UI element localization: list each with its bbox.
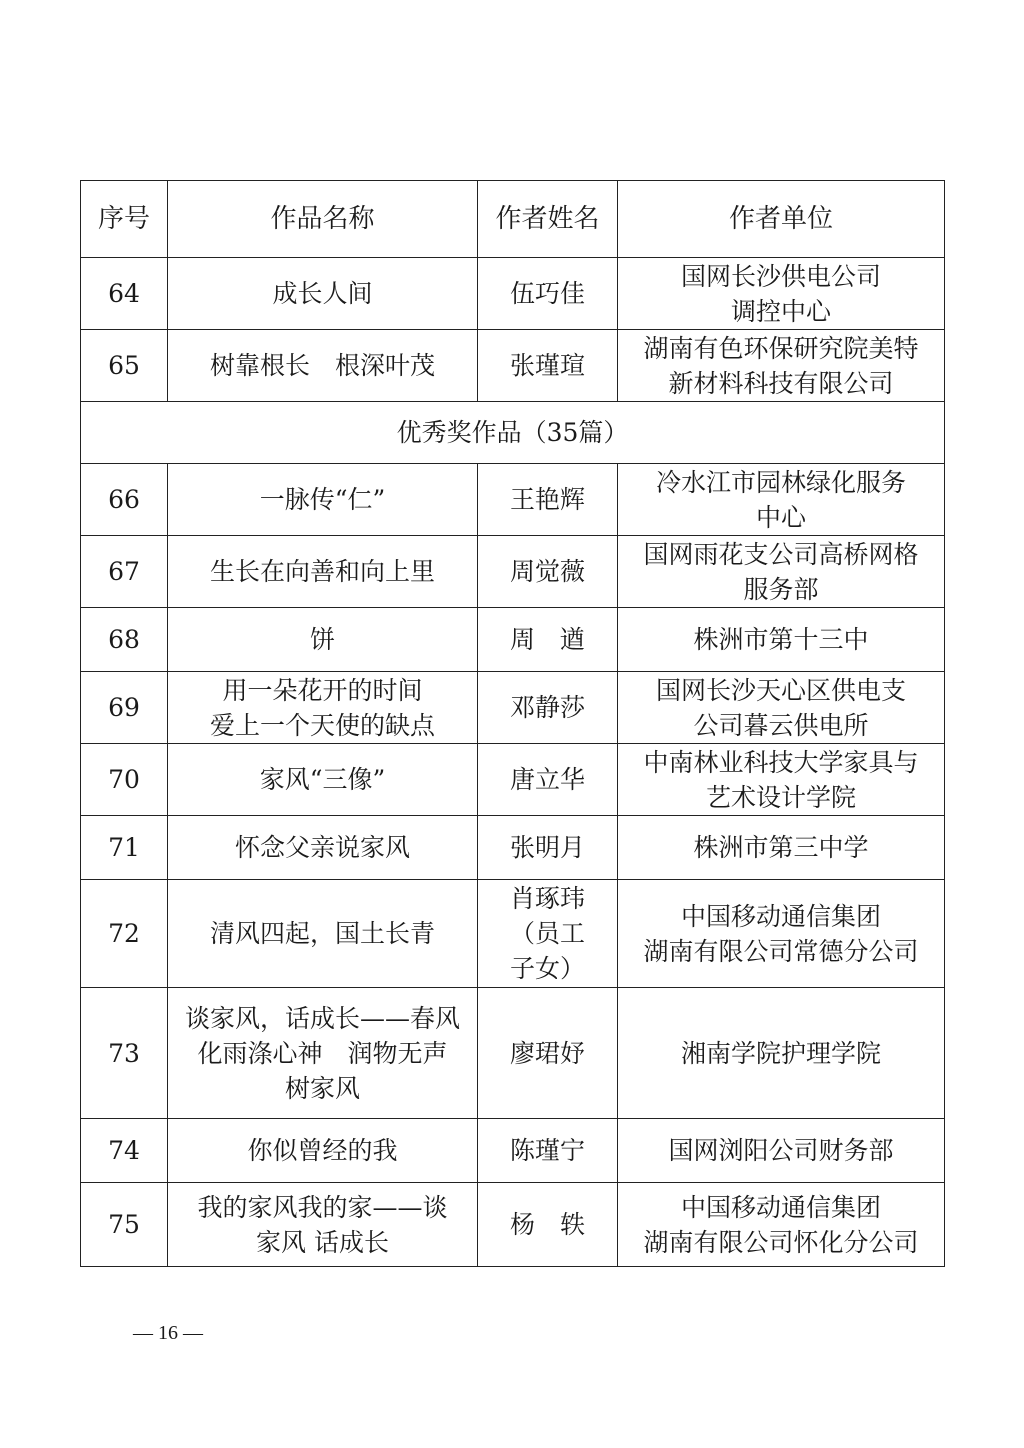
cell-line: 中心: [755, 502, 806, 532]
table-row: [81, 330, 945, 402]
cell-no: 67: [81, 536, 168, 608]
cell-line: 株洲市第十三中: [693, 625, 869, 654]
table-row: [81, 672, 945, 744]
cell-line: 陈瑾宁: [509, 1136, 585, 1165]
table-row: [81, 536, 945, 608]
cell-line: 爱上一个天使的缺点: [209, 710, 435, 740]
cell-line: 中国移动通信集团: [680, 1192, 881, 1222]
cell-title: [168, 330, 478, 402]
cell-line: 株洲市第三中学: [693, 833, 869, 862]
cell-unit: [618, 880, 945, 988]
cell-title: [168, 744, 478, 816]
cell-author: [478, 464, 618, 536]
cell-no: 74: [81, 1119, 168, 1183]
cell-line: 家风 话成长: [256, 1227, 389, 1257]
cell-line: 杨 轶: [509, 1210, 585, 1239]
cell-unit: [618, 988, 945, 1119]
cell-line: 服务部: [743, 574, 819, 604]
cell-line: 周觉薇: [509, 557, 585, 586]
cell-line: 清风四起，国土长青: [209, 919, 435, 948]
cell-line: 张瑾瑄: [509, 351, 585, 380]
cell-author: [478, 258, 618, 330]
cell-no: 65: [81, 330, 168, 402]
cell-line: 新材料科技有限公司: [668, 368, 894, 398]
cell-author: [478, 988, 618, 1119]
cell-line: 周 遒: [509, 625, 585, 654]
cell-line: 生长在向善和向上里: [209, 557, 435, 586]
cell-line: 邓静莎: [509, 693, 585, 722]
cell-author: [478, 536, 618, 608]
cell-line: 树靠根长 根深叶茂: [209, 351, 435, 380]
cell-title: [168, 1183, 478, 1267]
cell-line: 饼: [309, 625, 335, 654]
cell-no: 66: [81, 464, 168, 536]
table-row: [81, 744, 945, 816]
table-row: [81, 988, 945, 1119]
cell-no: 73: [81, 988, 168, 1119]
cell-no: 64: [81, 258, 168, 330]
cell-author: [478, 816, 618, 880]
cell-unit: [618, 464, 945, 536]
cell-no: 68: [81, 608, 168, 672]
cell-no: 71: [81, 816, 168, 880]
cell-line: 湘南学院护理学院: [680, 1038, 881, 1068]
cell-line: 中南林业科技大学家具与: [643, 747, 919, 777]
cell-title: [168, 1119, 478, 1183]
cell-line: 唐立华: [509, 765, 585, 794]
cell-unit: [618, 536, 945, 608]
cell-no: 72: [81, 880, 168, 988]
cell-author: [478, 608, 618, 672]
cell-line: 公司暮云供电所: [693, 710, 869, 740]
cell-line: 用一朵花开的时间: [222, 675, 423, 705]
cell-author: [478, 744, 618, 816]
cell-line: 子女）: [509, 954, 585, 983]
header-unit: 作者单位: [618, 181, 945, 258]
cell-title: [168, 464, 478, 536]
section-row: [81, 402, 945, 464]
cell-line: 湖南有限公司常德分公司: [643, 936, 919, 966]
cell-line: 谈家风，话成长——春风: [184, 1003, 460, 1033]
cell-line: 你似曾经的我: [247, 1136, 398, 1165]
cell-line: 家风“三像”: [259, 765, 386, 794]
cell-no: 69: [81, 672, 168, 744]
cell-author: [478, 330, 618, 402]
cell-line: 湖南有色环保研究院美特: [643, 333, 919, 363]
cell-line: 怀念父亲说家风: [234, 833, 410, 862]
cell-line: 湖南有限公司怀化分公司: [643, 1227, 919, 1257]
cell-title: [168, 672, 478, 744]
cell-line: （员工: [509, 919, 585, 948]
table-row: [81, 1119, 945, 1183]
cell-line: 艺术设计学院: [705, 782, 856, 812]
cell-author: [478, 1119, 618, 1183]
table-row: [81, 464, 945, 536]
header-no: 序号: [81, 181, 168, 258]
cell-unit: [618, 744, 945, 816]
cell-unit: [618, 1119, 945, 1183]
header-author: 作者姓名: [478, 181, 618, 258]
cell-line: 我的家风我的家——谈: [197, 1192, 448, 1222]
page-number: — 16 —: [133, 1322, 203, 1344]
section-heading: 优秀奖作品（35篇）: [81, 402, 945, 464]
cell-line: 一脉传“仁”: [259, 485, 386, 514]
cell-unit: [618, 608, 945, 672]
cell-line: 廖珺妤: [509, 1038, 585, 1068]
table-body-top: [81, 258, 945, 402]
cell-line: 国网长沙天心区供电支: [655, 675, 906, 705]
cell-line: 国网长沙供电公司: [680, 261, 881, 291]
cell-line: 化雨涤心神 润物无声: [197, 1038, 448, 1068]
cell-no: 75: [81, 1183, 168, 1267]
awards-table: [80, 180, 945, 1267]
cell-line: 调控中心: [730, 296, 831, 326]
cell-title: [168, 880, 478, 988]
cell-unit: [618, 1183, 945, 1267]
cell-author: [478, 880, 618, 988]
cell-title: [168, 988, 478, 1119]
cell-line: 树家风: [284, 1073, 360, 1103]
cell-title: [168, 536, 478, 608]
cell-line: 肖琢玮: [509, 884, 585, 913]
cell-author: [478, 1183, 618, 1267]
table-body-bottom: [81, 464, 945, 1267]
cell-author: [478, 672, 618, 744]
cell-title: [168, 258, 478, 330]
cell-line: 冷水江市园林绿化服务: [655, 467, 906, 497]
header-row: [81, 181, 945, 258]
table-row: [81, 816, 945, 880]
cell-line: 张明月: [509, 833, 585, 862]
cell-line: 中国移动通信集团: [680, 901, 881, 931]
header-title: 作品名称: [168, 181, 478, 258]
cell-title: [168, 816, 478, 880]
table-row: [81, 608, 945, 672]
cell-title: [168, 608, 478, 672]
cell-line: 国网浏阳公司财务部: [668, 1136, 894, 1165]
cell-unit: [618, 672, 945, 744]
cell-no: 70: [81, 744, 168, 816]
cell-line: 成长人间: [272, 279, 373, 308]
cell-unit: [618, 258, 945, 330]
section-body: [81, 402, 945, 464]
table-row: [81, 880, 945, 988]
table-row: [81, 1183, 945, 1267]
cell-line: 伍巧佳: [509, 279, 585, 308]
table-row: [81, 258, 945, 330]
cell-unit: [618, 816, 945, 880]
cell-line: 王艳辉: [509, 485, 585, 514]
cell-unit: [618, 330, 945, 402]
cell-line: 国网雨花支公司高桥网格: [643, 539, 919, 569]
